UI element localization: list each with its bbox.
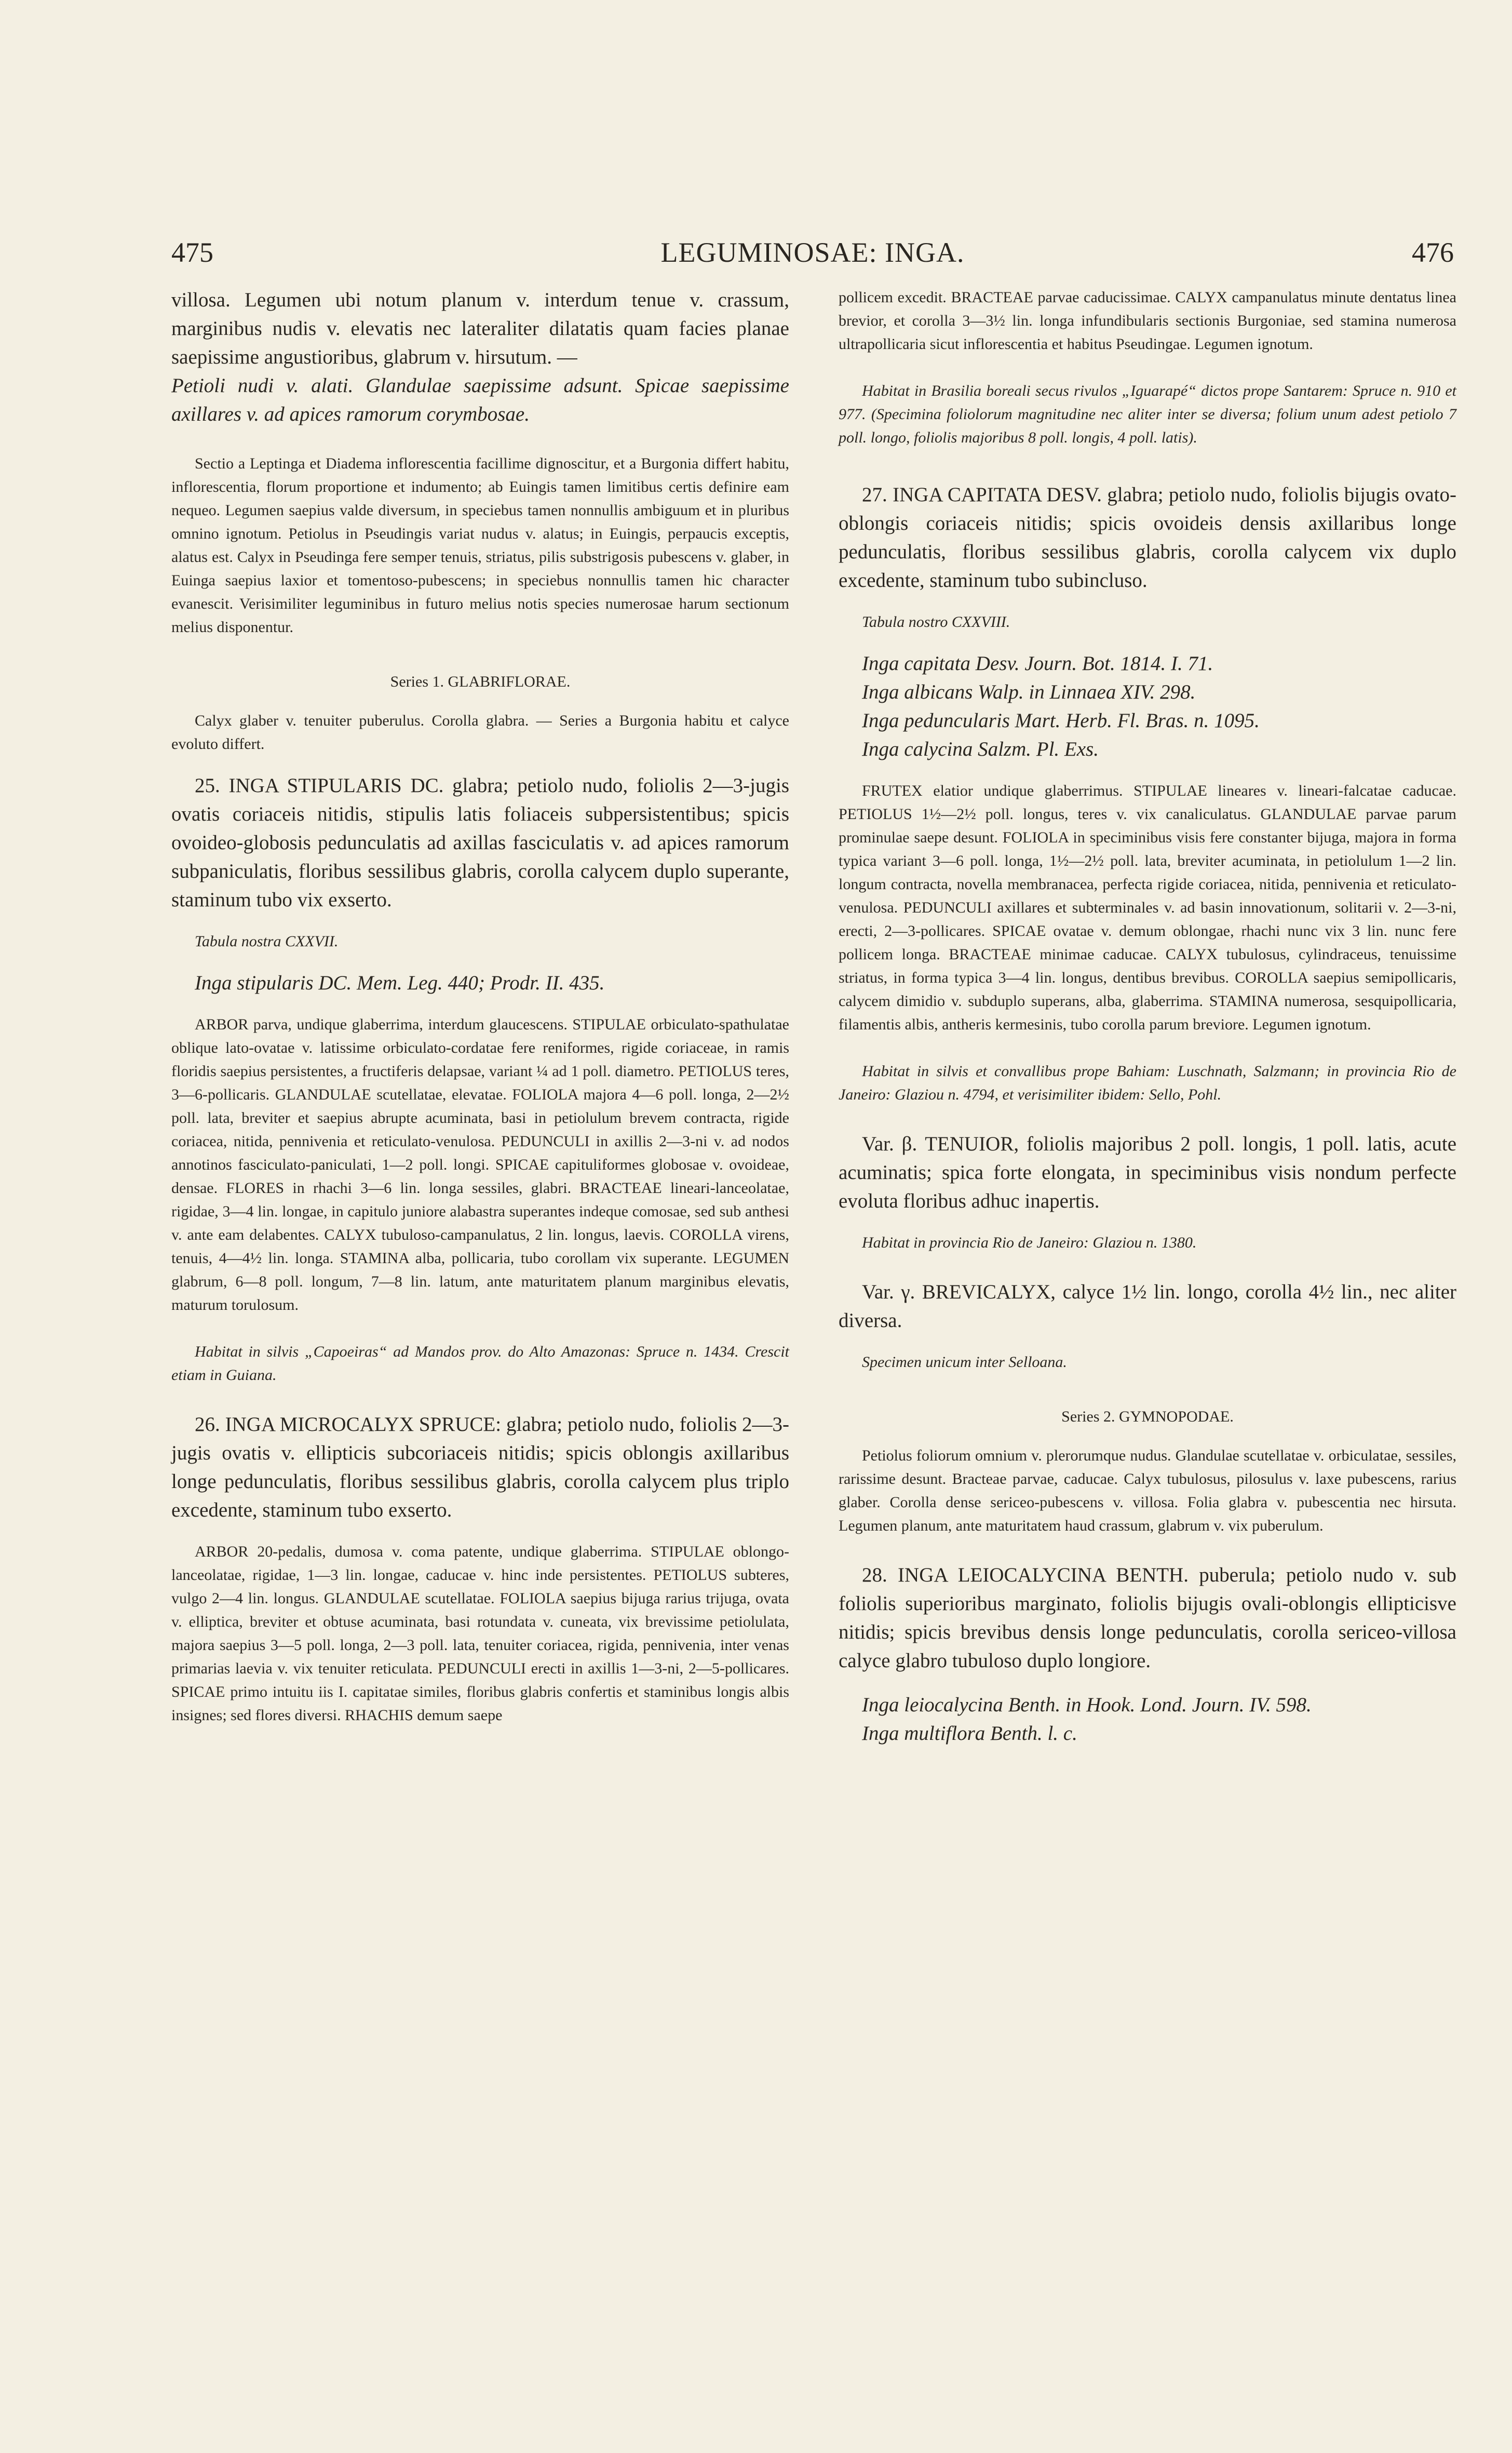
intro-text: villosa. Legumen ubi notum planum v. interdum tenue v. crassum, marginibus nudis v. elevatis nec lateraliter dilatatis quam facies planae saepissime angustioribus, glabrum v. hirsutum. — (171, 289, 789, 368)
variety-beta-habitat: Habitat in provincia Rio de Janeiro: Glaziou n. 1380. (862, 1234, 1197, 1251)
species-28-synonym: Inga multiflora Benth. l. c. (862, 1722, 1077, 1745)
species-25-habitat: Habitat in silvis „Capoeiras“ ad Mandos prov. do Alto Amazonas: Spruce n. 1434. Crescit etiam in Guiana. (171, 1343, 789, 1384)
species-25-tabula: Tabula nostra CXXVII. (195, 933, 339, 950)
species-27-synonym: Inga calycina Salzm. Pl. Exs. (862, 738, 1099, 760)
species-28-heading: 28. INGA LEIOCALYCINA BENTH. puberula; petiolo nudo v. sub foliolis superioribus marginato, foliolis bijugis ovali-oblongis ellipticisve nitidis; spicis brevibus densis longe pedunculatis, corolla sericeo-villosa calyce glabro tubuloso duplo longiore. (839, 1564, 1456, 1672)
right-column (839, 286, 1456, 1748)
left-column (171, 286, 789, 1727)
series-2-text: Petiolus foliorum omnium v. plerorumque nudus. Glandulae scutellatae v. orbiculatae, sessiles, rarissime desunt. Bracteae parvae, caducae. Calyx tubulosus, pilosulus v. laxe pubescens, rarius glaber. Corolla dense sericeo-pubescens v. villosa. Folia glabra v. pubescentia nec hirsuta. Legumen planum, ante maturitatem haud crassum, glabrum v. vix puberulum. (839, 1447, 1456, 1534)
series-2-title: Series 2. GYMNOPODAE. (1061, 1408, 1234, 1425)
species-26-continuation: pollicem excedit. BRACTEAE parvae caducissimae. CALYX campanulatus minute dentatus linea brevior, et corolla 3—3½ lin. longa infundibularis sectionis Burgoniae, sed stamina numerosa ultrapollicaria sicut inflorescentia et habitus Pseudingae. Legumen ignotum. (839, 289, 1456, 353)
species-25-description: ARBOR parva, undique glaberrima, interdum glaucescens. STIPULAE orbiculato-spathulatae oblique lato-ovatae v. latissime orbiculato-cordatae fere reniformes, rigide coriaceae, in ramis floridis saepius persistentes, a fructiferis delapsae, variant ¼ ad 1 poll. diametro. PETIOLUS teres, 3—6-pollicaris. GLANDULAE scutellatae, elevatae. FOLIOLA majora 4—6 poll. longa, 2—2½ poll. lata, breviter et saepius abrupte acuminata, basi in petiolulum brevem contracta, rigide coriacea, nitida, pennivenia et reticulato-venulosa. PEDUNCULI in axillis 2—3-ni v. ad nodos annotinos fasciculato-paniculati, 1—2 poll. longi. SPICAE capituliformes globosae v. ovoideae, densae. FLORES in rhachi 3—6 lin. longa sessiles, glabri. BRACTEAE lineari-lanceolatae, rigidae, 3—4 lin. longae, in capitulo juniore alabastra superantes indeque comosae, sed sub anthesi v. ante eam delabentes. CALYX tubuloso-campanulatus, 2 lin. longus, laevis. COROLLA virens, tenuis, 4—4½ lin. longa. STAMINA alba, pollicaria, tubo corollam vix superante. LEGUMEN glabrum, 6—8 poll. longum, 7—8 lin. latum, ante maturitatem planum marginibus elevatis, maturum torulosum. (171, 1016, 789, 1313)
species-26-habitat: Habitat in Brasilia boreali secus rivulos „Iguarapé“ dictos prope Santarem: Spruce n. 910 et 977. (Specimina foliolorum magnitudine nec aliter inter se diversa; folium unum adest petiolo 7 poll. longo, foliolis majoribus 8 poll. longis, 4 poll. latis). (839, 382, 1456, 446)
species-28-synonym: Inga leiocalycina Benth. in Hook. Lond. Journ. IV. 598. (862, 1694, 1312, 1716)
running-header (171, 236, 1454, 278)
variety-beta: Var. β. TENUIOR, foliolis majoribus 2 poll. longis, 1 poll. latis, acute acuminatis; spica forte elongata, in speciminibus visis nondum perfecte evoluta floribus adhuc inapertis. (839, 1133, 1456, 1212)
series-1-title: Series 1. GLABRIFLORAE. (390, 673, 571, 690)
species-27-tabula: Tabula nostro CXXVIII. (862, 613, 1010, 631)
species-27-habitat: Habitat in silvis et convallibus prope Bahiam: Luschnath, Salzmann; in provincia Rio de Janeiro: Glaziou n. 4794, et verisimiliter ibidem: Sello, Pohl. (839, 1063, 1456, 1103)
page-number-right: 476 (1412, 237, 1454, 268)
species-25-synonym: Inga stipularis DC. Mem. Leg. 440; Prodr. II. 435. (195, 972, 605, 994)
page-number-left: 475 (171, 237, 213, 268)
species-27-synonym: Inga peduncularis Mart. Herb. Fl. Bras. n. 1095. (862, 709, 1260, 732)
species-27-synonym: Inga capitata Desv. Journ. Bot. 1814. I. 71. (862, 652, 1213, 675)
variety-gamma: Var. γ. BREVICALYX, calyce 1½ lin. longo, corolla 4½ lin., nec aliter diversa. (839, 1281, 1456, 1332)
species-25-heading: 25. INGA STIPULARIS DC. glabra; petiolo nudo, foliolis 2—3-jugis ovatis coriaceis nitidis, stipulis latis foliaceis subpersistentibus; spicis ovoideo-globosis pedunculatis ad axillas fasciculatis v. ad apices ramorum subpaniculatis, floribus sessilibus glabris, corolla calycem duplo superante, staminum tubo vix exserto. (171, 774, 789, 911)
species-27-heading: 27. INGA CAPITATA DESV. glabra; petiolo nudo, foliolis bijugis ovato-oblongis coriaceis nitidis; spicis ovoideis densis axillaribus longe pedunculatis, floribus sessilibus glabris, corolla calycem vix duplo excedente, staminum tubo subincluso. (839, 484, 1456, 592)
species-26-heading: 26. INGA MICROCALYX SPRUCE: glabra; petiolo nudo, foliolis 2—3-jugis ovatis v. ellipticis subcoriaceis nitidis; spicis oblongis axillaribus longe pedunculatis, floribus sessilibus glabris, corolla calycem plus triplo excedente, staminum tubo exserto. (171, 1413, 789, 1521)
running-title: LEGUMINOSAE: INGA. (660, 237, 965, 268)
species-26-description: ARBOR 20-pedalis, dumosa v. coma patente, undique glaberrima. STIPULAE oblongo-lanceolatae, rigidae, 1—3 lin. longae, caducae v. hinc inde persistentes. PETIOLUS subteres, vulgo 2—4 lin. longus. GLANDULAE scutellatae. FOLIOLA saepius bijuga rarius trijuga, ovata v. elliptica, breviter et obtuse acuminata, basi rotundata v. cuneata, vix brevissime petiolulata, majora saepius 3—5 poll. longa, 2—3 poll. lata, tenuiter coriacea, rigida, pennivenia, inter venas primarias laevia v. vix tenuiter reticulata. PEDUNCULI erecti in axillis 1—3-ni, 2—5-pollicares. SPICAE primo intuitu iis I. capitatae similes, floribus glabris confertis et staminibus longis albis insignes; sed flores diversi. RHACHIS demum saepe (171, 1543, 789, 1724)
sectio-paragraph: Sectio a Leptinga et Diadema inflorescentia facillime dignoscitur, et a Burgonia differt habitu, inflorescentia, florum proportione et indumento; ab Euingis tamen limitibus certis definire eam nequeo. Legumen saepius valde diversum, in speciebus tamen nonnullis ambiguum et in pluribus omnino ignotum. Petiolus in Pseudingis variat nudus v. alatus; in Euingis, perpaucis exceptis, alatus est. Calyx in Pseudinga fere semper tenuis, striatus, pilis substrigosis pubescens v. glaber, in Euinga saepius laxior et tomentoso-pubescens; in speciebus nonnullis tamen hic character evanescit. Verisimiliter leguminibus in futuro melius notis species numerosae harum sectionum melius disponentur. (171, 455, 789, 636)
intro-italic: Petioli nudi v. alati. Glandulae saepissime adsunt. Spicae saepissime axillares v. ad apices ramorum corymbosae. (171, 374, 789, 425)
series-1-text: Calyx glaber v. tenuiter puberulus. Corolla glabra. — Series a Burgonia habitu et calyce evoluto differt. (171, 712, 789, 753)
variety-gamma-habitat: Specimen unicum inter Selloana. (862, 1353, 1067, 1371)
species-27-synonym: Inga albicans Walp. in Linnaea XIV. 298. (862, 681, 1196, 703)
species-27-description: FRUTEX elatior undique glaberrimus. STIPULAE lineares v. lineari-falcatae caducae. PETIOLUS 1½—2½ poll. longus, teres v. vix canaliculatus. GLANDULAE parvae parum prominulae saepe desunt. FOLIOLA in speciminibus visis fere constanter bijuga, majora in forma typica variant 3—6 poll. longa, 1½—2½ poll. lata, breviter acuminata, in petiolulum 1—2 lin. longum contracta, novella membranacea, perfecta rigide coriacea, nitida, pennivenia et reticulato-venulosa. PEDUNCULI axillares et subterminales v. ad basin innovationum, solitarii v. 2—3-ni, erecti, 2—3-pollicares. SPICAE ovatae v. demum oblongae, rhachi nunc vix 3 lin. nunc fere pollicem longa. BRACTEAE minimae caducae. CALYX tubulosus, cylindraceus, tenuissime striatus, in forma typica 3—4 lin. longus, dentibus brevibus. COROLLA saepius semipollicaris, calycem dimidio v. subduplo superans, alba, glaberrima. STAMINA numerosa, sesquipollicaria, filamentis albis, antheris kermesinis, tubo corolla parum breviore. Legumen ignotum. (839, 782, 1456, 1033)
